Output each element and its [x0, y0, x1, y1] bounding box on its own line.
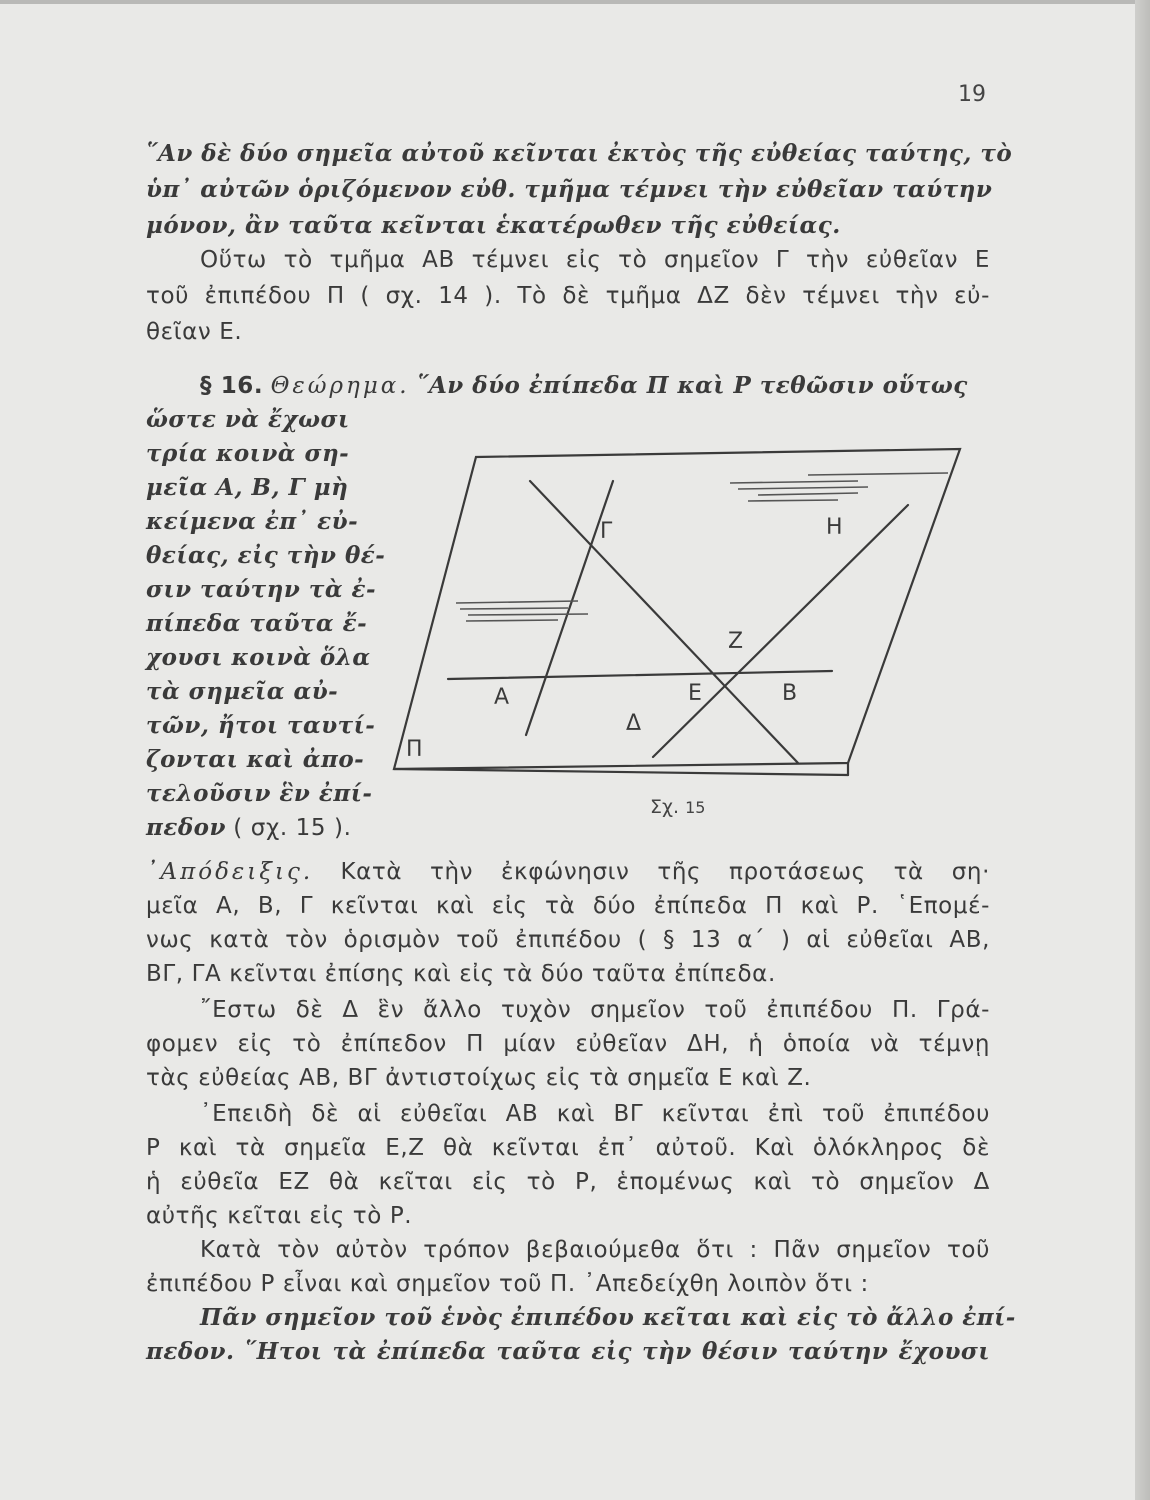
para1-line-2: ὑπ᾽ αὐτῶν ὁριζόμενον εὐθ. τμῆμα τέμνει τὴν εὐθεῖαν ταύτην [146, 176, 993, 203]
theorem-line-5: θείας, εἰς τὴν θέ- [146, 542, 386, 569]
theorem-line-13 [146, 812, 371, 844]
theorem-line-4: κείμενα ἐπ᾽ εὐ- [146, 508, 359, 535]
conclusion-line-2: πεδον. ῞Ητοι τὰ ἐπίπεδα ταῦτα εἰς τὴν θέσιν ταύτην ἔχουσι [146, 1338, 990, 1365]
plane-edge-bottom [394, 769, 848, 775]
theorem-line-8: χουσι κοινὰ ὅλα [146, 644, 371, 671]
proof-line-3: νως κατὰ τὸν ὁρισμὸν τοῦ ἐπιπέδου ( § 13 α΄ ) αἱ εὐθεῖαι ΑΒ, [146, 927, 990, 953]
proof-line-1 [146, 856, 990, 888]
section-number: § 16. [200, 373, 264, 399]
theorem-line-1: ὥστε νὰ ἔχωσι [146, 406, 350, 433]
theorem-line-12: τελοῦσιν ἓν ἐπί- [146, 780, 373, 807]
theorem-line-9: τὰ σημεῖα αὐ- [146, 678, 339, 705]
line-delta-eta [653, 505, 908, 757]
line-gamma-beta [530, 481, 798, 763]
proof-line-4: ΒΓ, ΓΑ κεῖνται ἐπίσης καὶ εἰς τὰ δύο ταῦτα ἐπίπεδα. [146, 961, 776, 987]
proof-label: ᾿Απόδειξις. [146, 859, 314, 885]
proof-first-line: Κατὰ τὴν ἐκφώνησιν τῆς προτάσεως τὰ ση· [340, 859, 990, 885]
esto-line-1: ῎Εστω δὲ Δ ἓν ἄλλο τυχὸν σημεῖον τοῦ ἐπιπέδου Π. Γρά- [200, 997, 990, 1023]
theorem-line-2: τρία κοινὰ ση- [146, 440, 350, 467]
caption-number: 15 [685, 798, 706, 817]
theorem-first-line: ῞Αν δύο ἐπίπεδα Π καὶ Ρ τεθῶσιν οὕτως [416, 372, 968, 399]
kata-line-1: Κατὰ τὸν αὐτὸν τρόπον βεβαιούμεθα ὅτι : Πᾶν σημεῖον τοῦ [200, 1237, 990, 1263]
label-pi: Π [406, 737, 423, 762]
label-zeta: Ζ [728, 629, 744, 654]
para2-line-3: θεῖαν Ε. [146, 319, 243, 345]
proof-line-2: μεῖα Α, Β, Γ κεῖνται καὶ εἰς τὰ δύο ἐπίπεδα Π καὶ Ρ. ῾Επομέ- [146, 893, 990, 919]
theorem-line-3: μεῖα Α, Β, Γ μὴ [146, 474, 349, 501]
figure-caption [650, 796, 705, 818]
label-delta: Δ [626, 711, 642, 736]
para2-line-1: Οὕτω τὸ τμῆμα ΑΒ τέμνει εἰς τὸ σημεῖον Γ τὴν εὐθεῖαν Ε [200, 247, 990, 273]
theorem-label: Θεώρημα. [270, 373, 410, 399]
esto-line-2: φομεν εἰς τὸ ἐπίπεδον Π μίαν εὐθεῖαν ΔΗ, ἡ ὁποία νὰ τέμνῃ [146, 1031, 990, 1057]
label-epsilon: Ε [688, 681, 702, 706]
theorem-line-10: τῶν, ἤτοι ταυτί- [146, 712, 376, 739]
conclusion-line-1: Πᾶν σημεῖον τοῦ ἑνὸς ἐπιπέδου κεῖται καὶ εἰς τὸ ἄλλο ἐπί- [200, 1304, 1016, 1331]
epeide-line-2: Ρ καὶ τὰ σημεῖα Ε,Ζ θὰ κεῖνται ἐπ᾽ αὐτοῦ. Καὶ ὁλόκληρος δὲ [146, 1135, 990, 1161]
para2-line-2: τοῦ ἐπιπέδου Π ( σχ. 14 ). Τὸ δὲ τμῆμα ΔΖ δὲν τέμνει τὴν εὐ- [146, 283, 990, 309]
plane-shading [456, 473, 948, 621]
page-right-edge [1135, 0, 1150, 1500]
page-number: 19 [958, 82, 986, 107]
label-beta: Β [782, 681, 798, 706]
theorem-line-6: σιν ταύτην τὰ ἐ- [146, 576, 377, 603]
theorem-line-11: ζονται καὶ ἀπο- [146, 746, 365, 773]
line-alpha-beta [448, 671, 832, 679]
theorem-last-word: πεδον [146, 814, 226, 841]
top-edge-line [0, 0, 1135, 4]
epeide-line-1: ᾿Επειδὴ δὲ αἱ εὐθεῖαι ΑΒ καὶ ΒΓ κεῖνται ἐπὶ τοῦ ἐπιπέδου [200, 1101, 990, 1127]
epeide-line-3: ἡ εὐθεῖα ΕΖ θὰ κεῖται εἰς τὸ Ρ, ἑπομένως καὶ τὸ σημεῖον Δ [146, 1169, 990, 1195]
label-gamma: Γ [600, 519, 613, 544]
para1-line-1: ῞Αν δὲ δύο σημεῖα αὐτοῦ κεῖνται ἐκτὸς τῆς εὐθείας ταύτης, τὸ [146, 140, 1013, 167]
figure-15 [388, 445, 978, 845]
theorem-fig-ref: ( σχ. 15 ). [233, 815, 352, 841]
caption-prefix: Σχ. [650, 796, 680, 818]
label-alpha: Α [494, 685, 510, 710]
label-eta: Η [826, 515, 843, 540]
theorem-line-7: πίπεδα ταῦτα ἔ- [146, 610, 368, 637]
theorem-header [146, 370, 990, 402]
kata-line-2: ἐπιπέδου Ρ εἶναι καὶ σημεῖον τοῦ Π. ᾿Απεδείχθη λοιπὸν ὅτι : [146, 1271, 869, 1297]
epeide-line-4: αὐτῆς κεῖται εἰς τὸ Ρ. [146, 1203, 413, 1229]
figure-15-drawing [388, 445, 978, 845]
esto-line-3: τὰς εὐθείας ΑΒ, ΒΓ ἀντιστοίχως εἰς τὰ σημεῖα Ε καὶ Ζ. [146, 1065, 812, 1091]
para1-line-3: μόνον, ἂν ταῦτα κεῖνται ἑκατέρωθεν τῆς εὐθείας. [146, 212, 841, 239]
